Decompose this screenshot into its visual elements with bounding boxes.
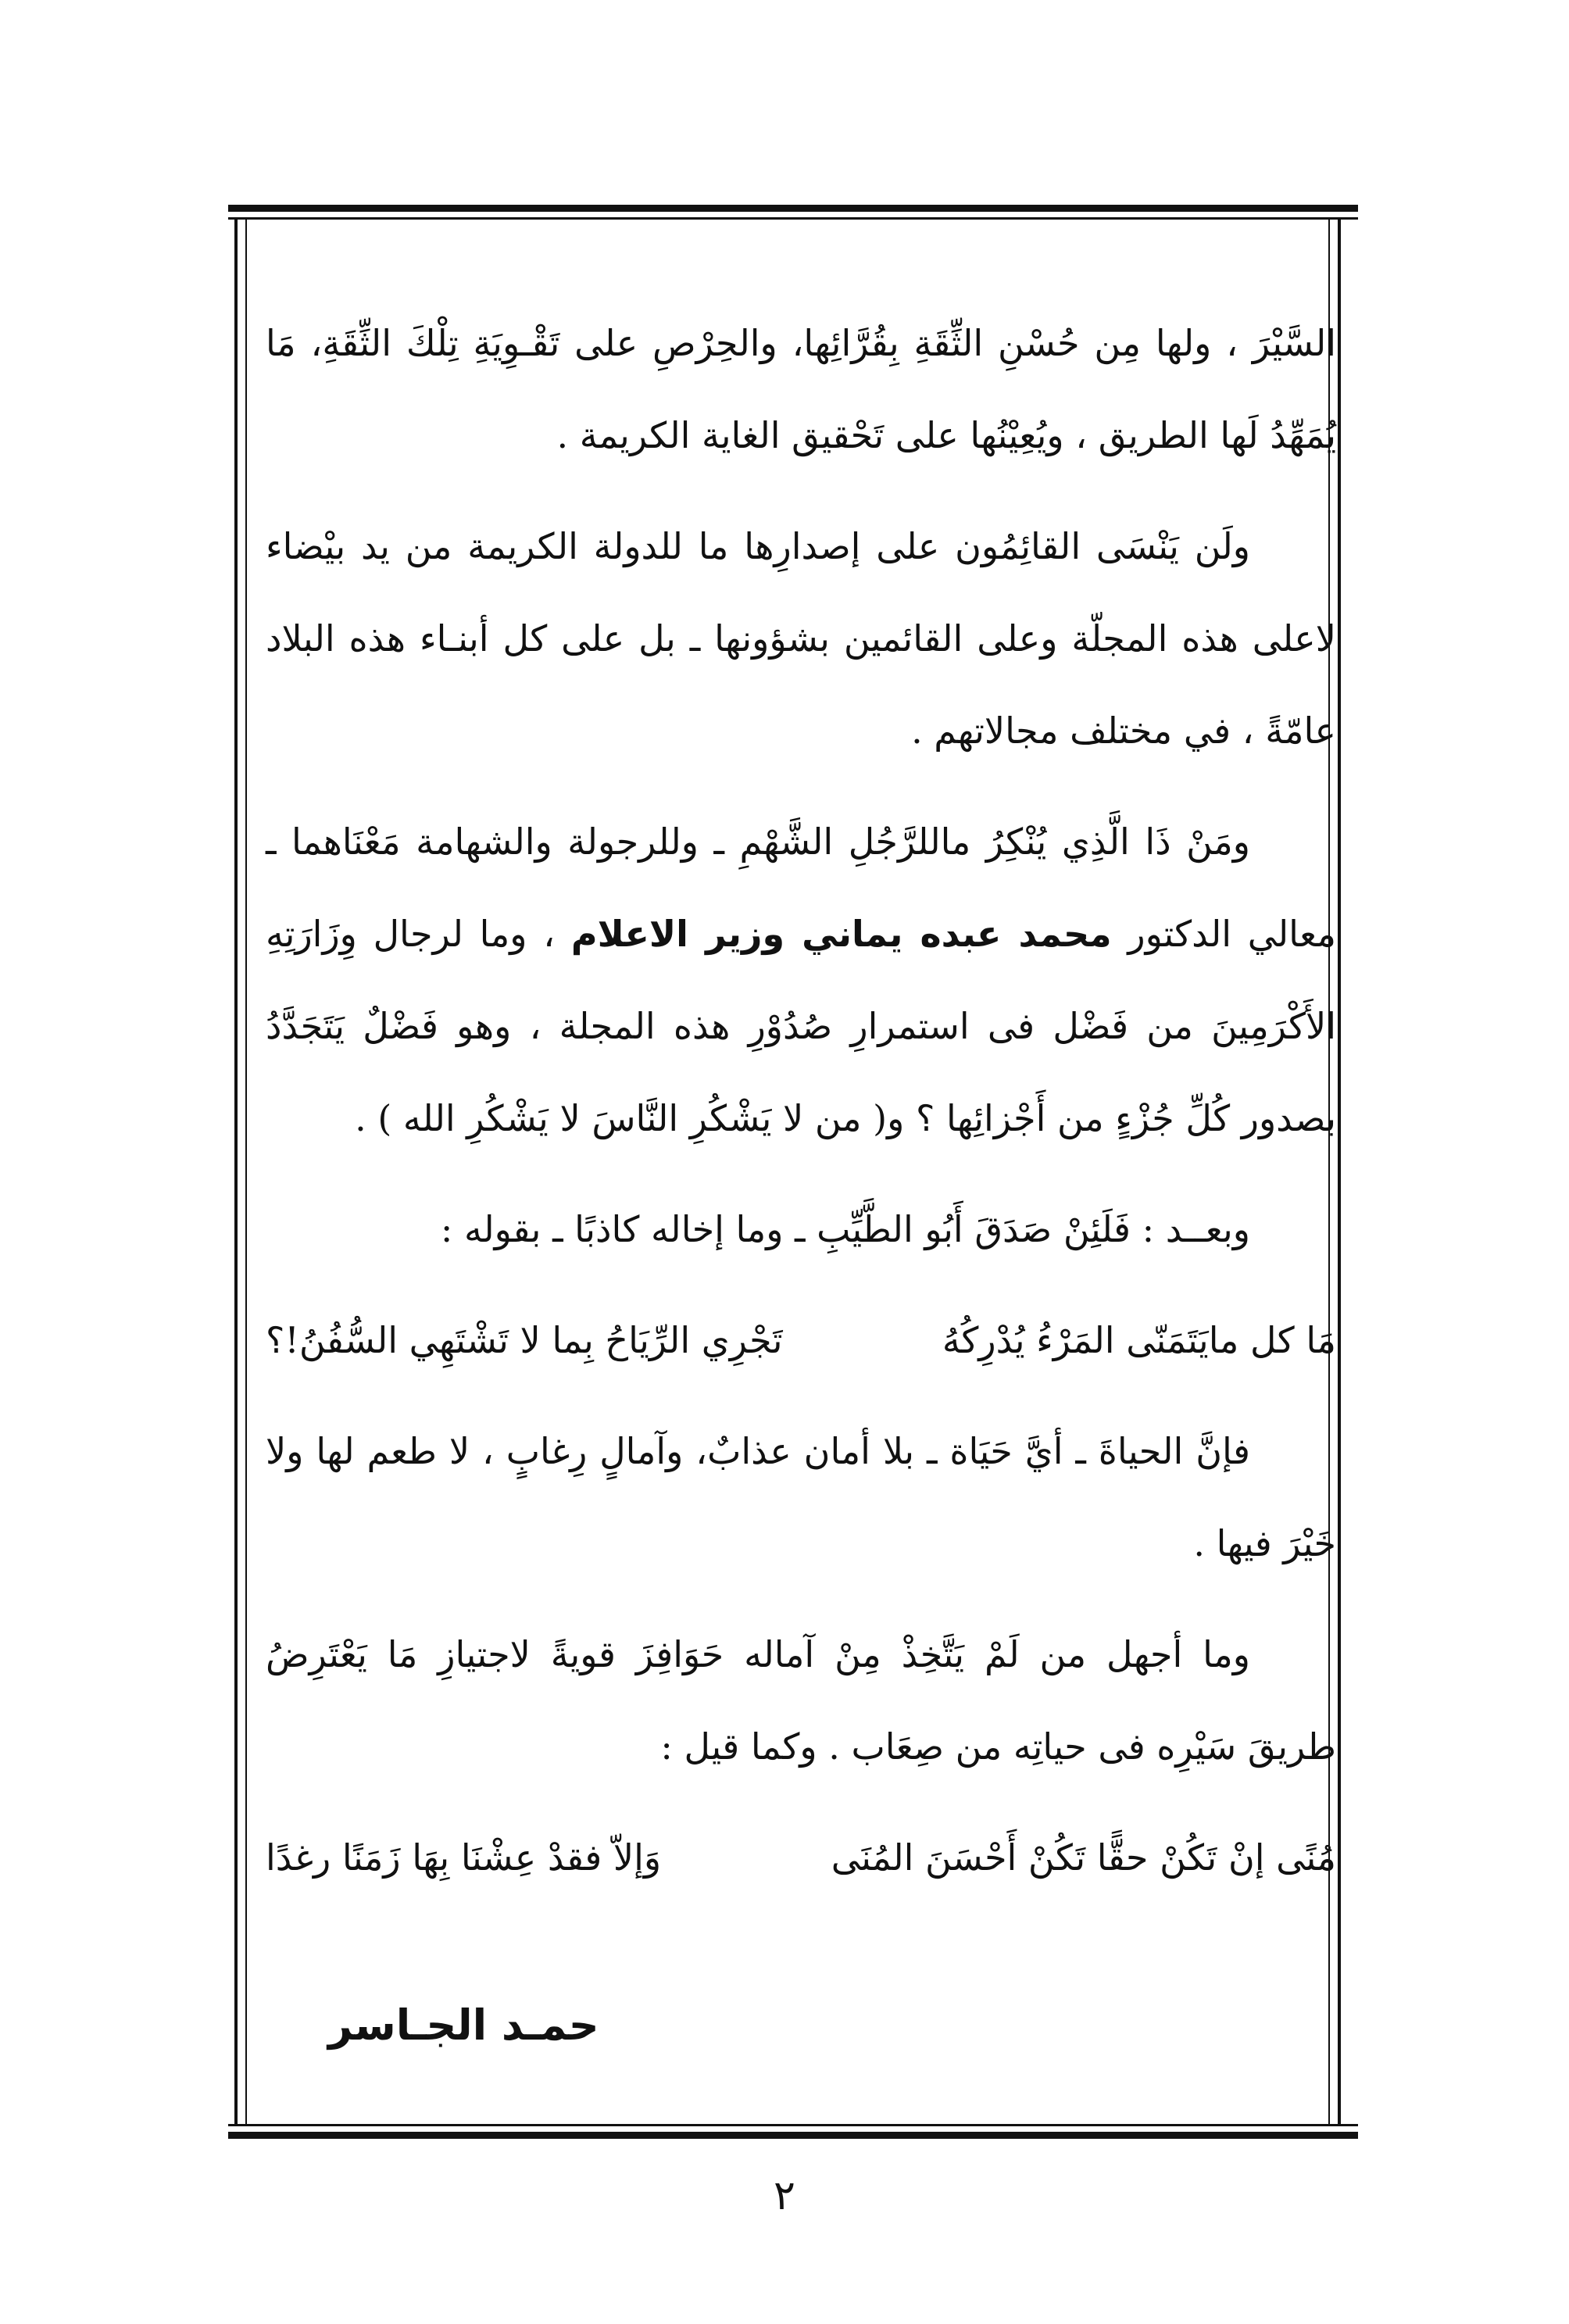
frame-bottom-thick-rule [228, 2132, 1358, 2139]
minister-name: محمد عبده يماني وزير الاعلام [570, 913, 1112, 955]
page-number: ٢ [774, 2172, 795, 2219]
frame-bottom-thin-rule [228, 2124, 1358, 2126]
verse-2-first-hemistich: مُنًى إنْ تَكُنْ حقًّا تَكُنْ أَحْسَنَ المُنَى [831, 1836, 1336, 1879]
author-signature: حمـد الجـاسر [328, 2000, 599, 2050]
paragraph-3 [266, 796, 1336, 1164]
verse-1-second-hemistich: تَجْرِي الرِّيَاحُ بِما لا تَشْتَهِي السُّفُنُ!؟ [266, 1319, 783, 1361]
paragraph-6: وما أجهل من لَمْ يَتَّخِذْ مِنْ آماله حَوَافِزَ قويةً لاجتيازِ مَا يَعْتَرِضُ طريقَ سَيْرِه فى حياتِه من صِعَاب . وكما قيل : [266, 1633, 1336, 1768]
paragraph-4: وبعــد : فَلَئِنْ صَدَقَ أَبُو الطَّيِّبِ ـ وما إخاله كاذبًا ـ بقوله : [440, 1208, 1250, 1250]
paragraph-2: ولَن يَنْسَى القائِمُون على إصدارِها ما للدولة الكريمة من يد بيْضاء لاعلى هذه المجلّة وعلى القائمين بشؤونها ـ بل على كل أبنـاء هذه البلاد عامّةً ، في مختلف مجالاتهم . [266, 525, 1336, 752]
paragraph-1: السَّيْرَ ، ولها مِن حُسْنِ الثِّقَةِ بِقُرَّائِها، والحِرْصِ على تَقْـوِيَةِ تِلْكَ الثِّقَةِ، مَا يُمَهِّدُ لَها الطريق ، ويُعِيْنُها على تَحْقيق الغاية الكريمة . [266, 322, 1336, 456]
paragraph-3-after: ، وما لرجال وِزَارَتِهِ الأَكْرَمِينَ من فَضْل فى استمرارِ صُدُوْرِ هذه المجلة ، وهو فَضْلٌ يَتَجَدَّدُ بصدور كُلِّ جُزْءٍ من أَجْزائِها ؟ و( من لا يَشْكُرِ النَّاسَ لا يَشْكُرِ الله ) . [266, 913, 1336, 1139]
paragraph-5: فإنَّ الحياةَ ـ أيَّ حَيَاة ـ بلا أمان عذابٌ، وآمالٍ رِغابٍ ، لا طعم لها ولا خَيْرَ فيها . [266, 1430, 1336, 1564]
verse-1 [266, 1294, 1336, 1386]
article-body [266, 297, 1336, 1922]
verse-2 [266, 1811, 1336, 1904]
frame-top-thick-rule [228, 205, 1358, 212]
paragraph-3-before: ومَنْ ذَا الَّذِي يُنْكِرُ ماللرَّجُلِ الشَّهْمِ ـ وللرجولة والشهامة مَعْنَاهما ـ معالي الدكتور [266, 821, 1337, 955]
verse-1-first-hemistich: مَا كل مايَتَمَنّى المَرْءُ يُدْرِكُهُ [942, 1319, 1336, 1361]
verse-2-second-hemistich: وَإلاّ فقدْ عِشْنَا بِهَا زَمَنًا رغدًا [266, 1836, 662, 1879]
